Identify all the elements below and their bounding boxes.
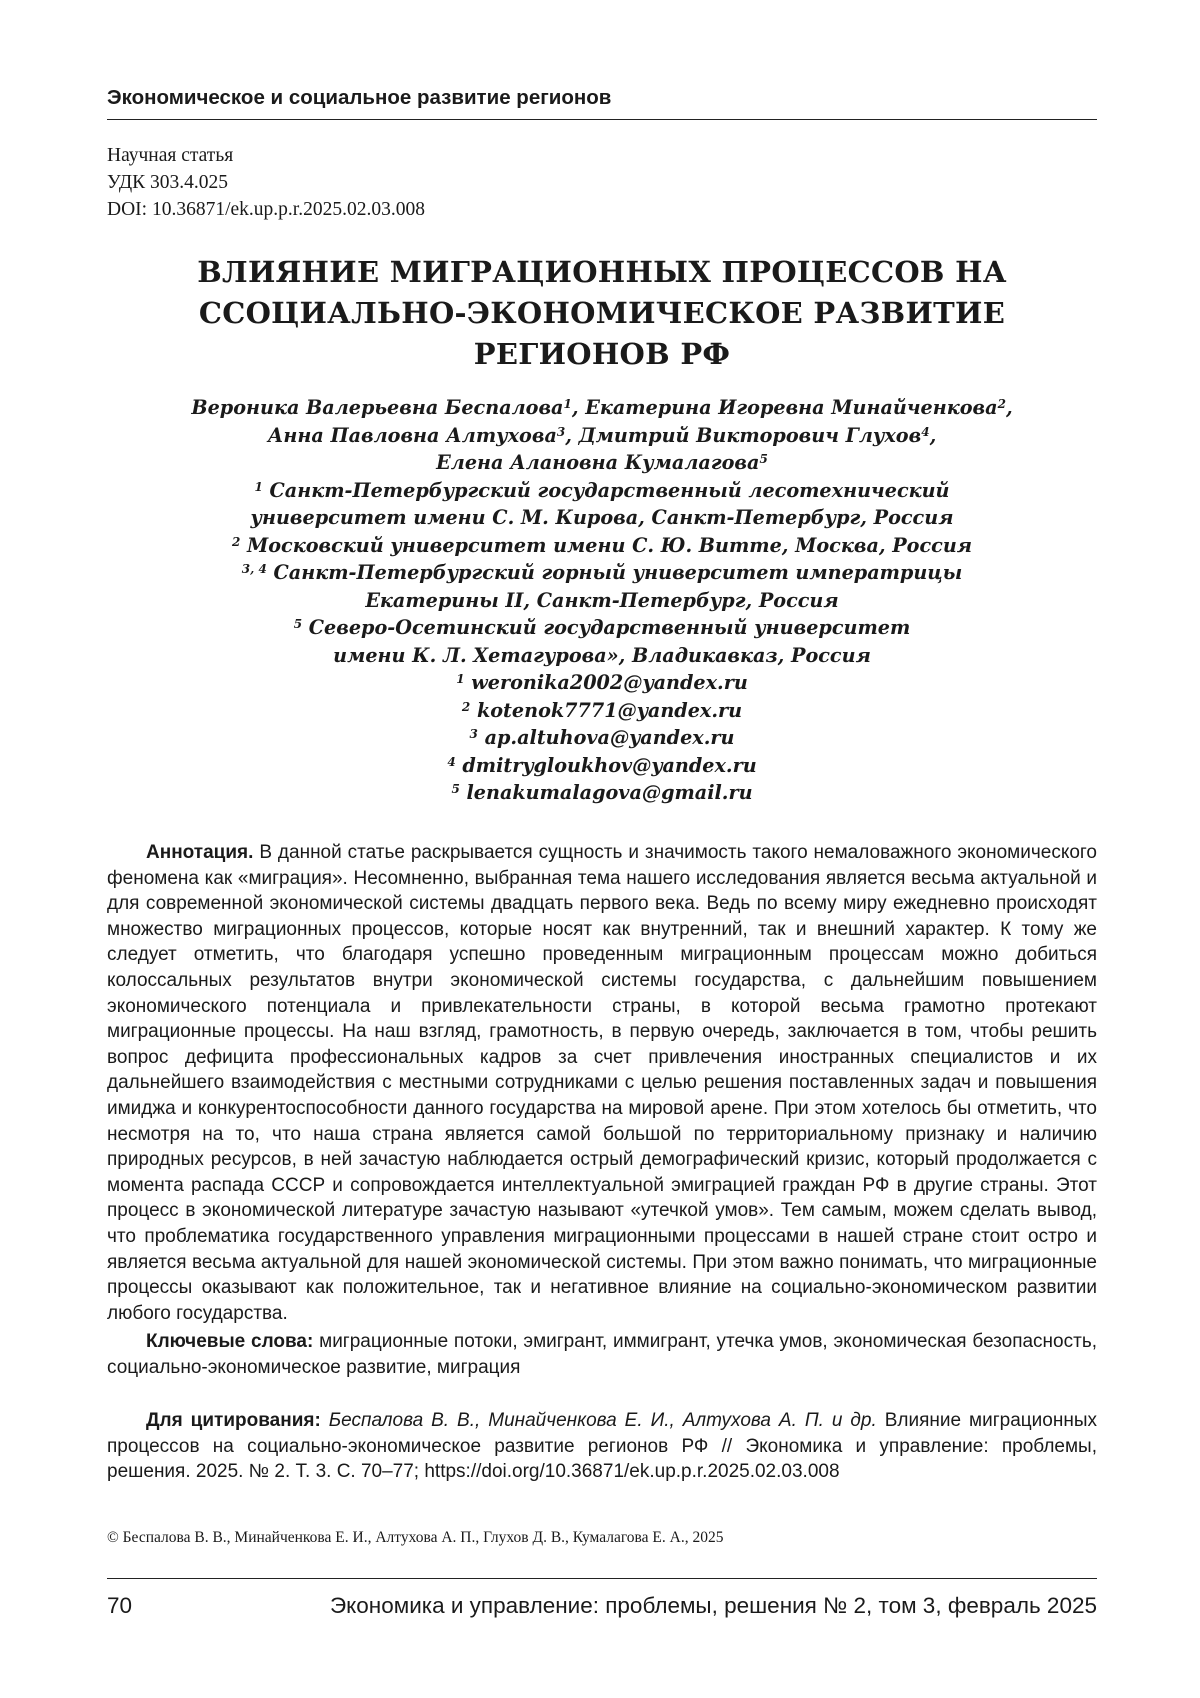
- affiliation-text: Санкт-Петербургский горный университет императрицы: [273, 561, 963, 584]
- affiliation-mark: 2: [997, 397, 1006, 411]
- footer-rule: [107, 1578, 1097, 1579]
- email-link[interactable]: lenakumalagova@gmail.ru: [466, 781, 753, 804]
- affiliation-mark: 2: [231, 534, 241, 549]
- page-footer: [107, 1593, 1097, 1627]
- affiliation-text: Московский университет имени С. Ю. Витте, Москва, Россия: [246, 533, 973, 557]
- affiliation-text: Санкт-Петербургский государственный лесотехнический: [269, 478, 950, 502]
- citation-authors: Беспалова В. В., Минайченкова Е. И., Алтухова А. П. и др.: [328, 1410, 877, 1431]
- affiliation-line: университет имени С. М. Кирова, Санкт-Петербург, Россия: [250, 506, 954, 529]
- authors-line: Вероника Валерьевна Беспалова$^1$, Екатерина Игоревна Минайченкова$^2$,: [191, 396, 1013, 419]
- keywords-text: миграционные потоки, эмигрант, иммигрант, утечка умов, экономическая безопасность, социально-экономическое развитие, миграция: [107, 1331, 1097, 1378]
- affiliation-line: [107, 532, 1097, 560]
- abstract-label: Аннотация.: [146, 842, 254, 863]
- author-name: Дмитрий Викторович Глухов: [578, 423, 922, 447]
- authors-line: [107, 449, 1097, 477]
- header-rule: [107, 119, 1097, 120]
- citation-text: Влияние миграционных процессов на социально-экономическое развитие регионов РФ // Экономика и управление: проблемы, решения. 2025. № 2. Т. 3. С. 70–77; https://doi.org/10.36871/ek.up.p.r.2025.02.03.008: [107, 1410, 1098, 1483]
- author-name: Елена Алановна Кумалагова: [436, 451, 760, 474]
- page-number: 70: [107, 1593, 133, 1618]
- authors-block: [107, 394, 1097, 807]
- keywords-paragraph: [107, 1329, 1097, 1380]
- affiliation-text: Северо-Осетинский государственный университет: [308, 616, 911, 639]
- citation-paragraph: [107, 1408, 1097, 1485]
- email-link[interactable]: dmitrygloukhov@yandex.ru: [462, 753, 757, 777]
- article-meta: [107, 142, 425, 223]
- abstract-block: [107, 840, 1097, 1380]
- email-line: [107, 779, 1097, 807]
- affiliation-mark: 3, 4: [241, 562, 267, 576]
- doi: DOI: 10.36871/ek.up.p.r.2025.02.03.008: [107, 199, 425, 220]
- affiliation-mark: 5: [451, 782, 460, 796]
- affiliation-mark: 4: [447, 754, 456, 769]
- udc-code: УДК 303.4.025: [107, 172, 229, 193]
- author-name: Вероника Валерьевна Беспалова: [191, 396, 564, 419]
- email-line: [107, 752, 1097, 780]
- title-line: ВЛИЯНИЕ МИГРАЦИОННЫХ ПРОЦЕССОВ НА: [197, 255, 1007, 289]
- affiliation-mark: 1: [563, 397, 572, 411]
- copyright-notice: © Беспалова В. В., Минайченкова Е. И., Алтухова А. П., Глухов Д. В., Кумалагова Е. А., 2025: [107, 1529, 724, 1546]
- affiliation-mark: 3: [469, 727, 478, 741]
- affiliation-line: [107, 477, 1097, 505]
- affiliation-line: [107, 559, 1097, 587]
- citation-label: Для цитирования:: [146, 1410, 321, 1431]
- affiliation-mark: 1: [254, 479, 263, 494]
- article-type: Научная статья: [107, 145, 234, 166]
- journal-info: Экономика и управление: проблемы, решения № 2, том 3, февраль 2025: [330, 1593, 1097, 1618]
- title-line: РЕГИОНОВ РФ: [473, 337, 731, 371]
- affiliation-mark: 5: [293, 617, 303, 631]
- affiliation-mark: 3: [556, 424, 566, 439]
- affiliation-line: Екатерины II, Санкт-Петербург, Россия: [365, 588, 839, 612]
- title-line: ССОЦИАЛЬНО-ЭКОНОМИЧЕСКОЕ РАЗВИТИЕ: [198, 296, 1006, 330]
- abstract-paragraph: [107, 840, 1097, 1326]
- affiliation-mark: 2: [461, 699, 471, 714]
- affiliation-line: имени К. Л. Хетагурова», Владикавказ, Россия: [333, 643, 871, 667]
- email-line: [107, 669, 1097, 697]
- author-name: Екатерина Игоревна Минайченкова: [585, 396, 998, 419]
- affiliation-mark: 5: [759, 452, 768, 466]
- authors-line: Анна Павловна Алтухова$^3$, Дмитрий Викторович Глухов$^4$,: [267, 423, 937, 447]
- citation-block: [107, 1408, 1097, 1485]
- keywords-label: Ключевые слова:: [146, 1331, 314, 1353]
- affiliation-mark: 4: [921, 424, 930, 439]
- email-link[interactable]: ap.altuhova@yandex.ru: [484, 726, 735, 749]
- email-line: [107, 697, 1097, 725]
- running-head: Экономическое и социальное развитие регионов: [107, 86, 612, 109]
- article-title: [107, 252, 1097, 375]
- email-line: [107, 724, 1097, 752]
- email-link[interactable]: weronika2002@yandex.ru: [471, 671, 748, 694]
- abstract-text: В данной статье раскрывается сущность и значимость такого немаловажного экономического феномена как «миграция». Несомненно, выбранная тема нашего исследования является весьма актуальной и для современной экономической системы двадцать первого века. Ведь по всему миру ежедневно происходят множество миграционных процессов, которые носят как внутренний, так и внешний характер. К тому же следует отметить, что благодаря успешно проведенным миграционным процессам можно добиться колоссальных результатов внутри экономической системы государства, с дальнейшим повышением экономического потенциала и привлекательности страны, в которой весьма грамотно протекают миграционные процессы. На наш взгляд, грамотность, в первую очередь, заключается в том, чтобы решить вопрос дефицита профессиональных кадров за счет привлечения иностранных специалистов и их дальнейшего взаимодействия с местными сотрудниками с целью решения поставленных задач и повышения имиджа и конкурентоспособности данного государства на мировой арене. При этом хотелось бы отметить, что несмотря на то, что наша страна является самой большой по территориальному признаку и наличию природных ресурсов, в ней зачастую наблюдается острый демографический кризис, который продолжается с момента распада СССР и сопровождается интеллектуальной эмиграцией граждан РФ в другие страны. Этот процесс в экономической литературе зачастую называют «утечкой умов». Тем самым, можем сделать вывод, что проблематика государственного управления миграционными процессами в нашей стране стоит остро и является весьма актуальной для нашей экономической системы. При этом важно понимать, что миграционные процессы оказывают как положительное, так и негативное влияние на социально-экономическом развитии любого государства.: [107, 842, 1097, 1324]
- author-name: Анна Павловна Алтухова: [267, 423, 557, 447]
- email-link[interactable]: kotenok7771@yandex.ru: [476, 698, 743, 722]
- affiliation-mark: 1: [456, 672, 465, 686]
- affiliation-line: [107, 614, 1097, 642]
